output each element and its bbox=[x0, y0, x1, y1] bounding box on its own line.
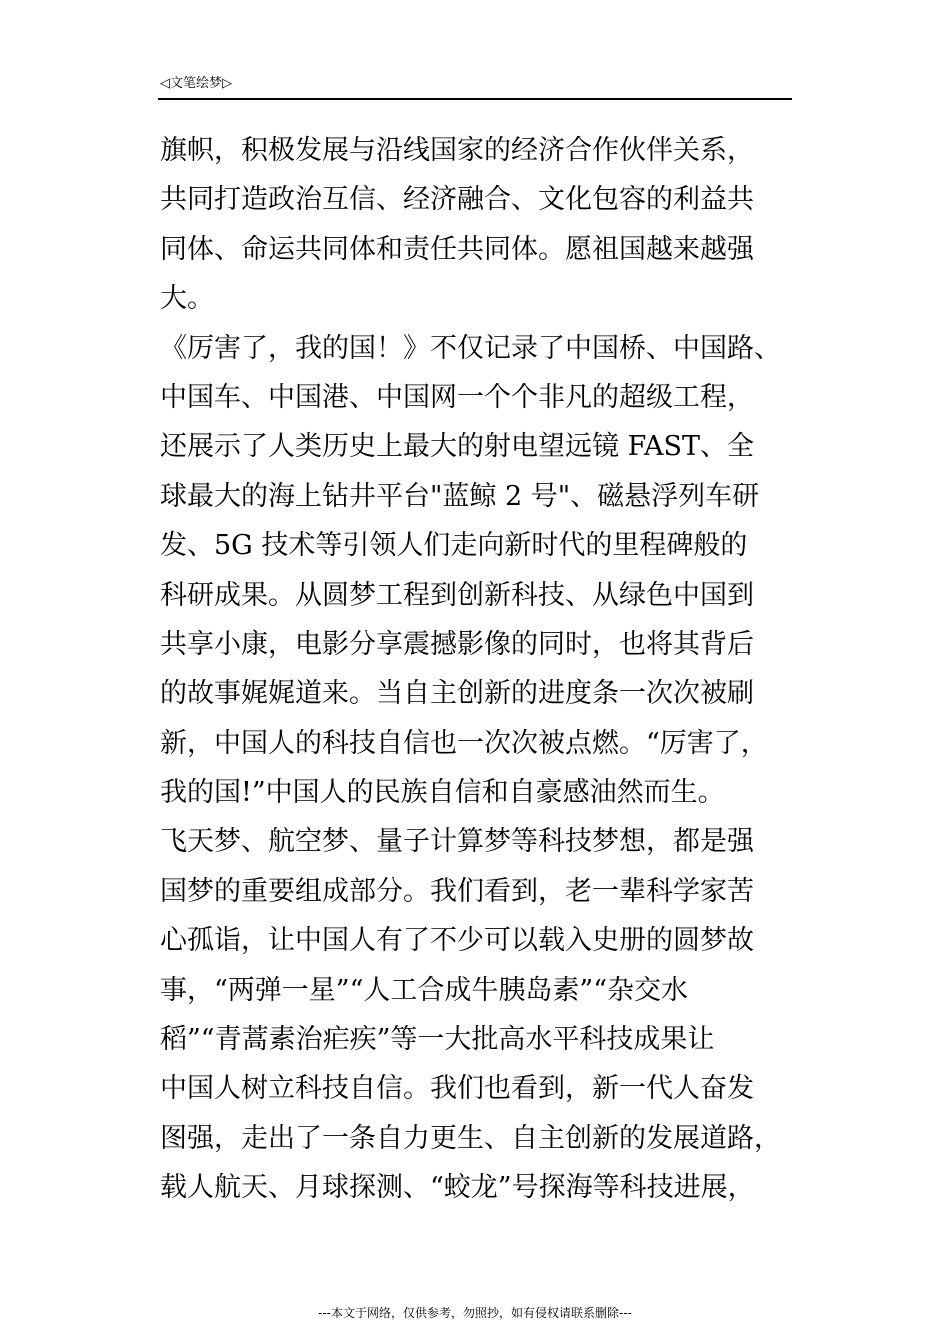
text-line: 国梦的重要组成部分。我们看到，老一辈科学家苦 bbox=[160, 875, 754, 907]
text-line: 中国车、中国港、中国网一个个非凡的超级工程， bbox=[160, 381, 754, 413]
text-line: 科研成果。从圆梦工程到创新科技、从绿色中国到 bbox=[160, 579, 754, 611]
text-line: 还展示了人类历史上最大的射电望远镜 FAST、全 bbox=[160, 431, 754, 463]
text-line: 新，中国人的科技自信也一次次被点燃。“厉害了， bbox=[160, 727, 768, 759]
header-title: ◁文笔绘梦▷ bbox=[160, 76, 232, 91]
text-line: 旗帜，积极发展与沿线国家的经济合作伙伴关系， bbox=[160, 135, 754, 166]
text-line: 我的国!”中国人的民族自信和自豪感油然而生。 bbox=[160, 777, 725, 809]
text-line: 载人航天、月球探测、“蛟龙”号探海等科技进展， bbox=[160, 1172, 755, 1204]
text-line: 共同打造政治互信、经济融合、文化包容的利益共 bbox=[160, 184, 754, 216]
page-header bbox=[158, 74, 792, 100]
text-line: 大。 bbox=[160, 283, 214, 315]
text-line: 图强，走出了一条自力更生、自主创新的发展道路， bbox=[160, 1122, 781, 1154]
body-text bbox=[160, 126, 820, 1213]
text-line: 发、5G 技术等引领人们走向新时代的里程碑般的 bbox=[160, 530, 748, 562]
text-line: 心孤诣，让中国人有了不少可以载入史册的圆梦故 bbox=[160, 925, 754, 957]
text-line: 稻”“青蒿素治疟疾”等一大批高水平科技成果让 bbox=[160, 1024, 715, 1056]
text-line: 中国人树立科技自信。我们也看到，新一代人奋发 bbox=[160, 1073, 754, 1105]
text-line: 共享小康，电影分享震撼影像的同时，也将其背后 bbox=[160, 628, 754, 660]
text-line: 事，“两弹一星”“人工合成牛胰岛素”“杂交水 bbox=[160, 974, 689, 1006]
text-line: 球最大的海上钻井平台"蓝鲸 2 号"、磁悬浮列车研 bbox=[160, 480, 760, 512]
text-line: 飞天梦、航空梦、量子计算梦等科技梦想，都是强 bbox=[160, 826, 754, 858]
text-line: 的故事娓娓道来。当自主创新的进度条一次次被刷 bbox=[160, 678, 754, 710]
text-line: 同体、命运共同体和责任共同体。愿祖国越来越强 bbox=[160, 233, 754, 265]
page-footer: ---本文于网络，仅供参考，勿照抄，如有侵权请联系删除--- bbox=[318, 1306, 632, 1320]
text-line: 《厉害了，我的国！》不仅记录了中国桥、中国路、 bbox=[160, 332, 781, 364]
